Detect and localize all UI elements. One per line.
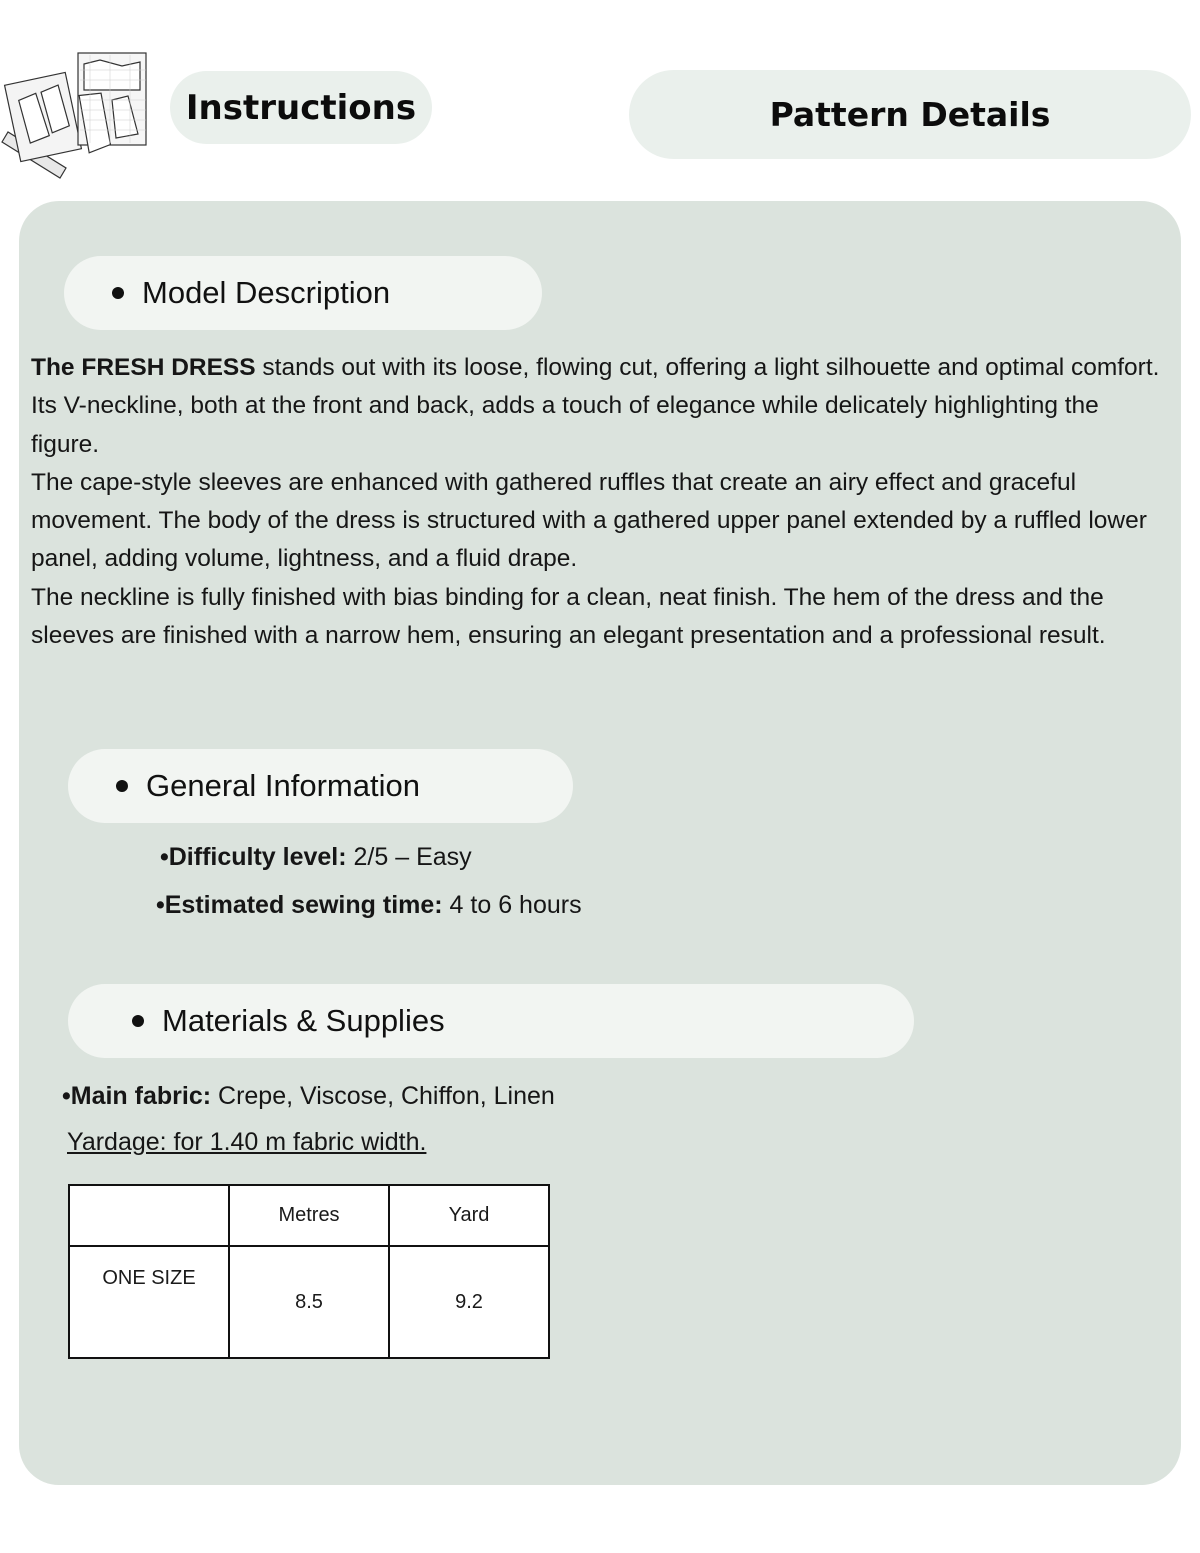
sewing-time	[156, 891, 582, 920]
main-fabric	[62, 1082, 555, 1111]
table-header-cell: Metres	[229, 1185, 389, 1246]
difficulty-level	[160, 843, 472, 872]
bullet-icon	[132, 1015, 144, 1027]
model-description-text	[31, 349, 1171, 655]
main-fabric-label: •Main fabric:	[62, 1082, 212, 1110]
table-cell: 8.5	[229, 1246, 389, 1358]
instructions-label: Instructions	[185, 87, 417, 128]
main-fabric-value: Crepe, Viscose, Chiffon, Linen	[211, 1082, 555, 1110]
product-name: The FRESH DRESS	[31, 354, 256, 381]
description-lead: stands out with its loose, flowing cut, offering a light silhouette and optimal comfort. Its V-neckline, both at the front and back, adds a touch of elegance while delicately highlighting the figure.	[31, 354, 1160, 458]
description-paragraph	[31, 349, 1171, 464]
bullet-icon	[116, 780, 128, 792]
difficulty-value: 2/5 – Easy	[346, 843, 472, 871]
section-title: Materials & Supplies	[162, 1003, 445, 1038]
materials-heading	[68, 984, 914, 1058]
model-description-heading	[64, 256, 542, 330]
pattern-details-label: Pattern Details	[769, 95, 1051, 134]
sewing-pattern-sheets-icon	[0, 50, 150, 180]
sewing-time-value: 4 to 6 hours	[442, 891, 582, 919]
table-cell: 9.2	[389, 1246, 549, 1358]
bullet-icon	[112, 287, 124, 299]
instructions-tab[interactable]	[170, 71, 432, 144]
table-header-cell	[69, 1185, 229, 1246]
difficulty-label: •Difficulty level:	[160, 843, 347, 871]
description-paragraph: The cape-style sleeves are enhanced with gathered ruffles that create an airy effect and graceful movement. The body of the dress is structured with a gathered upper panel extended by a ruffled lower panel, adding volume, lightness, and a fluid drape.	[31, 468, 1147, 573]
table-cell: ONE SIZE	[69, 1246, 229, 1358]
table-header-cell: Yard	[389, 1185, 549, 1246]
table-row	[69, 1246, 549, 1358]
table-header-row	[69, 1185, 549, 1246]
section-title: Model Description	[142, 275, 391, 310]
section-title: General Information	[146, 768, 420, 803]
pattern-details-tab[interactable]	[629, 70, 1191, 159]
description-paragraph: The neckline is fully finished with bias binding for a clean, neat finish. The hem of the dress and the sleeves are finished with a narrow hem, ensuring an elegant presentation and a professional result.	[31, 583, 1106, 650]
yardage-table	[68, 1184, 550, 1359]
general-information-heading	[68, 749, 573, 823]
sewing-time-label: •Estimated sewing time:	[156, 891, 443, 919]
yardage-note: Yardage: for 1.40 m fabric width.	[67, 1128, 427, 1156]
